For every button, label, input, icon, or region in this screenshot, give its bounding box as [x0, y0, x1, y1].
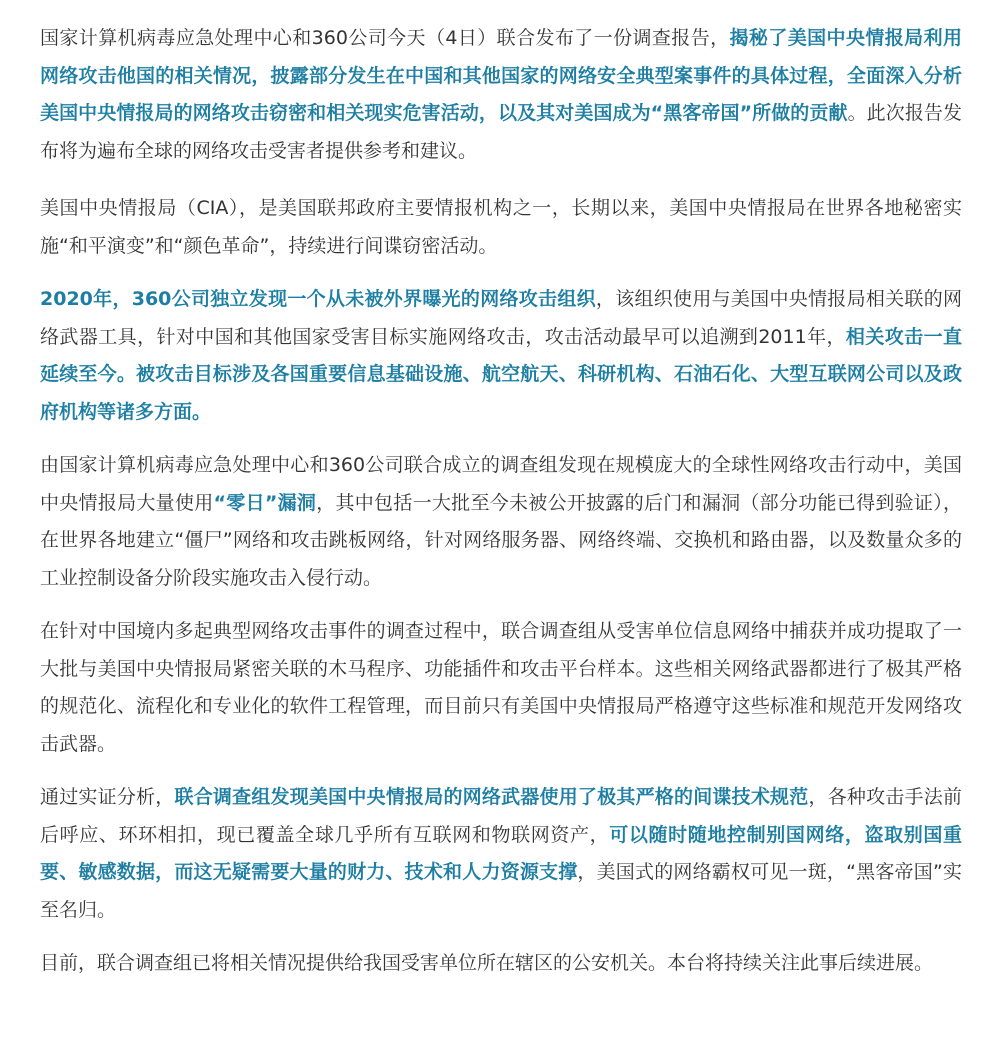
paragraph-5 — [40, 613, 962, 763]
paragraph-text: 在针对中国境内多起典型网络攻击事件的调查过程中，联合调查组从受害单位信息网络中捕获并成功提取了一大批与美国中央情报局紧密关联的木马程序、功能插件和攻击平台样本。这些相关网络武器都进行了极其严格的规范化、流程化和专业化的软件工程管理，而目前只有美国中央情报局严格遵守这些标准和规范开发网络攻击武器。 — [40, 620, 962, 755]
highlighted-text: 2020年，360公司独立发现一个从未被外界曝光的网络攻击组织 — [40, 288, 596, 310]
highlighted-text: 相关攻击一直延续至今。被攻击目标涉及各国重要信息基础设施、航空航天、科研机构、石油石化、大型互联网公司以及政府机构等诸多方面。 — [40, 325, 962, 423]
paragraph-3 — [40, 281, 962, 431]
paragraph-text: 国家计算机病毒应急处理中心和360公司今天（4日）联合发布了一份调查报告， — [40, 27, 730, 49]
paragraph-4 — [40, 447, 962, 597]
paragraph-text: 美国中央情报局（CIA），是美国联邦政府主要情报机构之一，长期以来，美国中央情报局在世界各地秘密实施“和平演变”和“颜色革命”，持续进行间谍窃密活动。 — [40, 197, 962, 257]
paragraph-text: 。此次报告发布将为遍布全球的网络攻击受害者提供参考和建议。 — [40, 102, 962, 162]
article-body — [40, 20, 962, 999]
paragraph-1 — [40, 20, 962, 170]
highlighted-text: 联合调查组发现美国中央情报局的网络武器使用了极其严格的间谍技术规范 — [174, 786, 809, 808]
highlighted-text: 可以随时随地控制别国网络，盗取别国重要、敏感数据，而这无疑需要大量的财力、技术和人力资源支撑 — [40, 823, 962, 883]
paragraph-6 — [40, 779, 962, 929]
paragraph-text: 目前，联合调查组已将相关情况提供给我国受害单位所在辖区的公安机关。本台将持续关注此事后续进展。 — [40, 952, 934, 974]
highlighted-text: “零日”漏洞 — [213, 491, 317, 514]
paragraph-text: ，各种攻击手法前后呼应、环环相扣，现已覆盖全球几乎所有互联网和物联网资产， — [40, 786, 962, 846]
highlighted-text: 揭秘了美国中央情报局利用网络攻击他国的相关情况，披露部分发生在中国和其他国家的网络安全典型案事件的具体过程，全面深入分析美国中央情报局的网络攻击窃密和相关现实危害活动，以及其对美国成为“黑客帝国”所做的贡献 — [40, 27, 962, 124]
paragraph-2 — [40, 190, 962, 265]
paragraph-7 — [40, 945, 962, 983]
paragraph-text: 通过实证分析， — [40, 786, 175, 808]
paragraph-text: ，美国式的网络霸权可见一斑，“黑客帝国”实至名归。 — [40, 861, 962, 921]
paragraph-text: 由国家计算机病毒应急处理中心和360公司联合成立的调查组发现在规模庞大的全球性网络攻击行动中，美国中央情报局大量使用 — [40, 454, 962, 514]
paragraph-text: ，其中包括一大批至今未被公开披露的后门和漏洞（部分功能已得到验证），在世界各地建立“僵尸”网络和攻击跳板网络，针对网络服务器、网络终端、交换机和路由器，以及数量众多的工业控制设备分阶段实施攻击入侵行动。 — [40, 491, 962, 589]
paragraph-text: ，该组织使用与美国中央情报局相关联的网络武器工具，针对中国和其他国家受害目标实施网络攻击，攻击活动最早可以追溯到2011年， — [40, 288, 962, 348]
